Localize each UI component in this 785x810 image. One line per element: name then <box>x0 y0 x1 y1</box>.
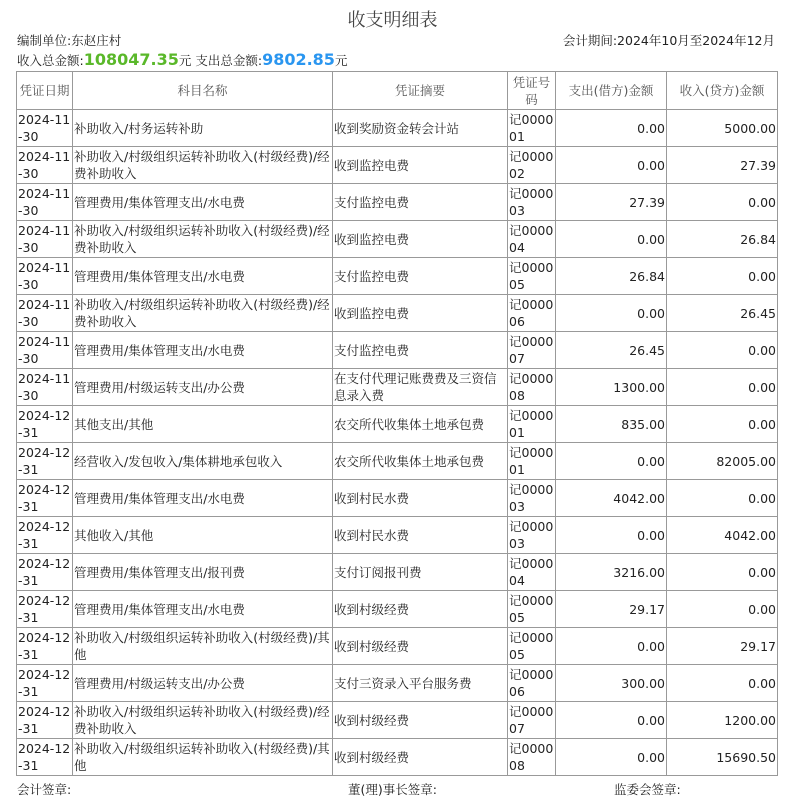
page-title: 收支明细表 <box>347 10 438 31</box>
voucher-summary: 支付监控电费 <box>333 332 508 369</box>
voucher-number: 记000005 <box>508 591 556 628</box>
accountant-signature: 会计签章: <box>17 782 72 797</box>
credit-amount: 4042.00 <box>667 517 778 554</box>
income-total-value: 108047.35 <box>83 50 179 69</box>
debit-amount: 835.00 <box>556 406 667 443</box>
voucher-summary: 收到村级经费 <box>333 628 508 665</box>
voucher-date: 2024-12-31 <box>17 554 73 591</box>
account-name: 管理费用/集体管理支出/报刊费 <box>73 554 333 591</box>
supervisory-signature: 监委会签章: <box>614 782 681 797</box>
account-name: 管理费用/集体管理支出/水电费 <box>73 591 333 628</box>
debit-amount: 300.00 <box>556 665 667 702</box>
account-name: 管理费用/集体管理支出/水电费 <box>73 184 333 221</box>
voucher-date: 2024-12-31 <box>17 480 73 517</box>
voucher-summary: 农交所代收集体土地承包费 <box>333 406 508 443</box>
debit-amount: 0.00 <box>556 147 667 184</box>
voucher-date: 2024-12-31 <box>17 517 73 554</box>
voucher-number: 记000001 <box>508 110 556 147</box>
debit-amount: 3216.00 <box>556 554 667 591</box>
credit-amount: 0.00 <box>667 184 778 221</box>
credit-amount: 15690.50 <box>667 739 778 776</box>
voucher-summary: 收到监控电费 <box>333 221 508 258</box>
credit-amount: 0.00 <box>667 665 778 702</box>
voucher-date: 2024-12-31 <box>17 443 73 480</box>
credit-amount: 0.00 <box>667 406 778 443</box>
voucher-number: 记000001 <box>508 443 556 480</box>
voucher-number: 记000008 <box>508 739 556 776</box>
voucher-date: 2024-11-30 <box>17 332 73 369</box>
debit-amount: 0.00 <box>556 739 667 776</box>
detail-table <box>16 71 778 776</box>
debit-amount: 29.17 <box>556 591 667 628</box>
expense-total-label: 支出总金额: <box>191 53 263 68</box>
yuan-unit: 元 <box>334 53 348 68</box>
account-name: 管理费用/集体管理支出/水电费 <box>73 480 333 517</box>
account-name: 补助收入/村级组织运转补助收入(村级经费)/其他 <box>73 628 333 665</box>
table-row <box>17 369 778 406</box>
account-name: 补助收入/村级组织运转补助收入(村级经费)/经费补助收入 <box>73 702 333 739</box>
credit-amount: 82005.00 <box>667 443 778 480</box>
totals-line <box>17 50 347 69</box>
voucher-summary: 支付三资录入平台服务费 <box>333 665 508 702</box>
voucher-number: 记000006 <box>508 295 556 332</box>
debit-amount: 26.84 <box>556 258 667 295</box>
debit-amount: 4042.00 <box>556 480 667 517</box>
voucher-number: 记000008 <box>508 369 556 406</box>
table-row <box>17 517 778 554</box>
table-row <box>17 739 778 776</box>
voucher-date: 2024-11-30 <box>17 184 73 221</box>
credit-amount: 0.00 <box>667 258 778 295</box>
income-total-label: 收入总金额: <box>17 53 84 68</box>
column-header: 支出(借方)金额 <box>556 72 667 110</box>
account-name: 补助收入/村级组织运转补助收入(村级经费)/经费补助收入 <box>73 295 333 332</box>
table-row <box>17 110 778 147</box>
credit-amount: 0.00 <box>667 480 778 517</box>
credit-amount: 5000.00 <box>667 110 778 147</box>
credit-amount: 1200.00 <box>667 702 778 739</box>
voucher-date: 2024-11-30 <box>17 110 73 147</box>
voucher-summary: 收到监控电费 <box>333 295 508 332</box>
account-name: 补助收入/村级组织运转补助收入(村级经费)/其他 <box>73 739 333 776</box>
voucher-date: 2024-12-31 <box>17 665 73 702</box>
voucher-summary: 农交所代收集体土地承包费 <box>333 443 508 480</box>
column-header: 凭证摘要 <box>333 72 508 110</box>
table-row <box>17 554 778 591</box>
table-row <box>17 406 778 443</box>
table-row <box>17 258 778 295</box>
voucher-date: 2024-12-31 <box>17 739 73 776</box>
debit-amount: 0.00 <box>556 110 667 147</box>
voucher-date: 2024-11-30 <box>17 369 73 406</box>
credit-amount: 26.84 <box>667 221 778 258</box>
voucher-date: 2024-12-31 <box>17 628 73 665</box>
account-name: 管理费用/村级运转支出/办公费 <box>73 369 333 406</box>
table-row <box>17 221 778 258</box>
table-header-row <box>17 72 778 110</box>
table-row <box>17 702 778 739</box>
credit-amount: 26.45 <box>667 295 778 332</box>
voucher-date: 2024-12-31 <box>17 702 73 739</box>
voucher-date: 2024-11-30 <box>17 221 73 258</box>
credit-amount: 0.00 <box>667 591 778 628</box>
voucher-summary: 收到村级经费 <box>333 591 508 628</box>
expense-total-value: 9802.85 <box>262 50 335 69</box>
table-row <box>17 184 778 221</box>
debit-amount: 0.00 <box>556 517 667 554</box>
table-row <box>17 295 778 332</box>
account-name: 管理费用/村级运转支出/办公费 <box>73 665 333 702</box>
voucher-date: 2024-11-30 <box>17 147 73 184</box>
account-name: 其他收入/其他 <box>73 517 333 554</box>
voucher-number: 记000007 <box>508 332 556 369</box>
voucher-number: 记000004 <box>508 554 556 591</box>
voucher-summary: 收到村级经费 <box>333 702 508 739</box>
credit-amount: 27.39 <box>667 147 778 184</box>
debit-amount: 0.00 <box>556 443 667 480</box>
account-name: 补助收入/村务运转补助 <box>73 110 333 147</box>
account-name: 经营收入/发包收入/集体耕地承包收入 <box>73 443 333 480</box>
voucher-summary: 收到奖励资金转会计站 <box>333 110 508 147</box>
voucher-summary: 收到监控电费 <box>333 147 508 184</box>
table-row <box>17 443 778 480</box>
debit-amount: 1300.00 <box>556 369 667 406</box>
voucher-summary: 支付监控电费 <box>333 184 508 221</box>
voucher-summary: 收到村级经费 <box>333 739 508 776</box>
column-header: 科目名称 <box>73 72 333 110</box>
table-row <box>17 628 778 665</box>
voucher-number: 记000006 <box>508 665 556 702</box>
debit-amount: 26.45 <box>556 332 667 369</box>
column-header: 凭证日期 <box>17 72 73 110</box>
voucher-summary: 在支付代理记账费费及三资信息录入费 <box>333 369 508 406</box>
account-name: 管理费用/集体管理支出/水电费 <box>73 258 333 295</box>
voucher-date: 2024-12-31 <box>17 591 73 628</box>
voucher-number: 记000003 <box>508 517 556 554</box>
column-header: 收入(贷方)金额 <box>667 72 778 110</box>
table-row <box>17 480 778 517</box>
column-header: 凭证号码 <box>508 72 556 110</box>
credit-amount: 29.17 <box>667 628 778 665</box>
account-name: 补助收入/村级组织运转补助收入(村级经费)/经费补助收入 <box>73 147 333 184</box>
account-name: 其他支出/其他 <box>73 406 333 443</box>
voucher-number: 记000005 <box>508 628 556 665</box>
debit-amount: 0.00 <box>556 702 667 739</box>
voucher-number: 记000005 <box>508 258 556 295</box>
voucher-summary: 支付订阅报刊费 <box>333 554 508 591</box>
debit-amount: 0.00 <box>556 221 667 258</box>
voucher-number: 记000004 <box>508 221 556 258</box>
debit-amount: 0.00 <box>556 295 667 332</box>
account-name: 补助收入/村级组织运转补助收入(村级经费)/经费补助收入 <box>73 221 333 258</box>
voucher-number: 记000001 <box>508 406 556 443</box>
account-name: 管理费用/集体管理支出/水电费 <box>73 332 333 369</box>
voucher-number: 记000003 <box>508 184 556 221</box>
yuan-unit: 元 <box>178 53 192 68</box>
voucher-summary: 收到村民水费 <box>333 480 508 517</box>
debit-amount: 0.00 <box>556 628 667 665</box>
table-row <box>17 147 778 184</box>
voucher-summary: 收到村民水费 <box>333 517 508 554</box>
credit-amount: 0.00 <box>667 332 778 369</box>
credit-amount: 0.00 <box>667 554 778 591</box>
table-row <box>17 665 778 702</box>
voucher-date: 2024-11-30 <box>17 258 73 295</box>
credit-amount: 0.00 <box>667 369 778 406</box>
voucher-number: 记000007 <box>508 702 556 739</box>
table-row <box>17 591 778 628</box>
voucher-number: 记000002 <box>508 147 556 184</box>
accounting-period: 会计期间:2024年10月至2024年12月 <box>562 33 775 48</box>
voucher-date: 2024-11-30 <box>17 295 73 332</box>
voucher-number: 记000003 <box>508 480 556 517</box>
compiling-unit: 编制单位:东赵庄村 <box>17 33 122 48</box>
voucher-summary: 支付监控电费 <box>333 258 508 295</box>
table-row <box>17 332 778 369</box>
chairman-signature: 董(理)事长签章: <box>348 782 437 797</box>
debit-amount: 27.39 <box>556 184 667 221</box>
voucher-date: 2024-12-31 <box>17 406 73 443</box>
